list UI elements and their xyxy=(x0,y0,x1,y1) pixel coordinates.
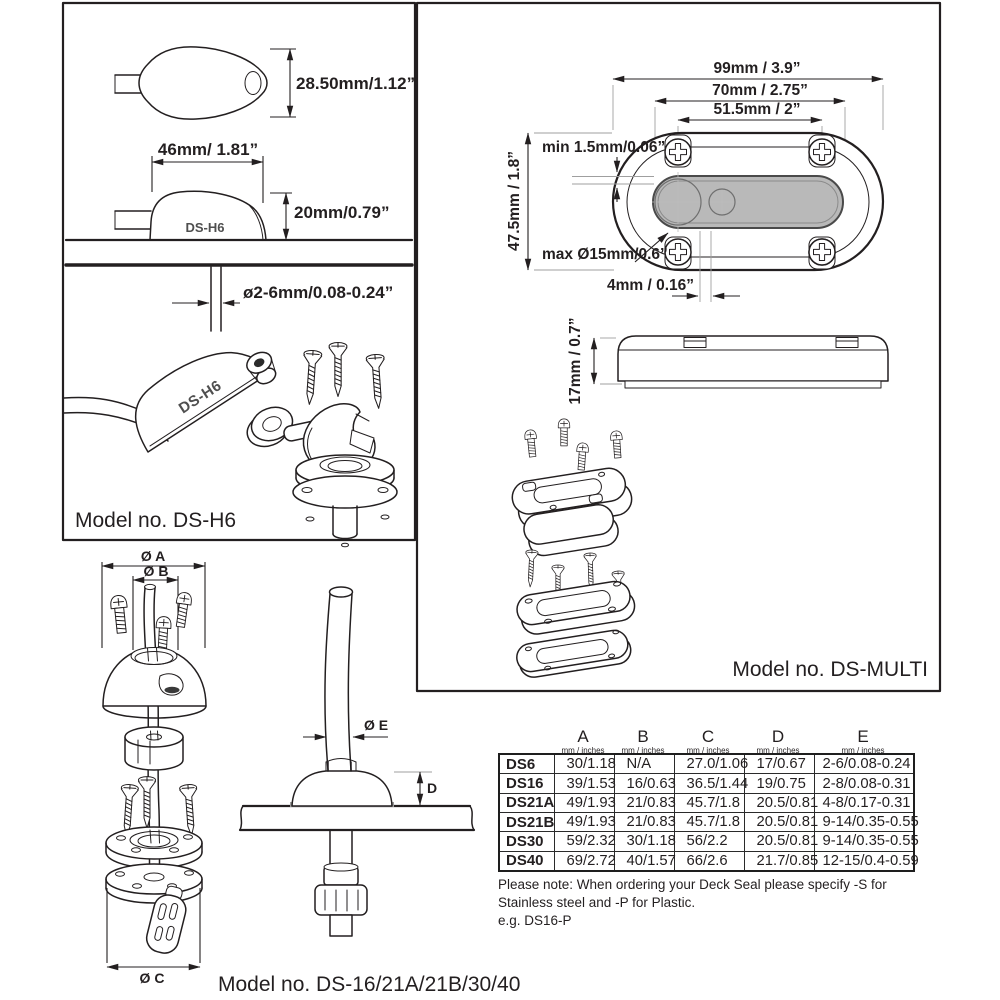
ds-h6-side-view xyxy=(66,140,412,240)
cell-b: 40/1.57 xyxy=(614,851,674,871)
screw-icon xyxy=(179,784,200,836)
cell-b: 30/1.18 xyxy=(614,832,674,851)
col-letter: E xyxy=(857,727,869,746)
cell-c: 27.0/1.06 xyxy=(674,754,744,774)
cell-d: 19/0.75 xyxy=(744,774,814,793)
model-cell: DS21B xyxy=(499,812,554,831)
cell-d: 21.7/0.85 xyxy=(744,851,814,871)
table-row xyxy=(499,812,914,831)
ds-series-wedge xyxy=(125,727,183,770)
note-line-1: Please note: When ordering your Deck Seal please specify -S for Stainless steel and -P for Plastic. xyxy=(498,877,887,910)
screw-icon xyxy=(139,777,156,828)
ds-series-installed-view xyxy=(240,587,474,936)
ordering-note xyxy=(498,876,938,929)
col-letter: C xyxy=(701,727,715,746)
cell-c: 36.5/1.44 xyxy=(674,774,744,793)
ds-series-upper-flange xyxy=(106,827,202,868)
cell-e: 12-15/0.4-0.59 xyxy=(814,851,914,871)
dim-label-c: Ø C xyxy=(139,970,165,986)
cell-a: 49/1.93 xyxy=(554,812,614,831)
dim-ds-multi-hole-spacing: 51.5mm / 2” xyxy=(713,101,801,118)
ds-h6-exploded-marking: DS-H6 xyxy=(175,377,225,418)
model-cell: DS21A xyxy=(499,793,554,812)
model-cell: DS40 xyxy=(499,851,554,871)
table-col-header-e xyxy=(813,728,913,755)
screw-icon xyxy=(110,595,130,634)
ds-series-model-label: Model no. DS-16/21A/21B/30/40 xyxy=(218,973,521,996)
table-col-header-c xyxy=(673,728,743,755)
cell-a: 69/2.72 xyxy=(554,851,614,871)
ds-multi-exploded-clamp-plate xyxy=(515,579,637,637)
dim-ds-h6-cable-hole: ø2-6mm/0.08-0.24” xyxy=(243,283,394,302)
dim-ds-multi-max-cable: max Ø15mm/0.6” xyxy=(542,246,668,263)
screw-icon xyxy=(558,419,570,446)
ds-multi-exploded-base-gasket xyxy=(515,628,633,679)
screw-icon xyxy=(575,443,588,471)
gland-nut xyxy=(315,863,367,936)
col-letter: B xyxy=(637,727,649,746)
cell-c: 45.7/1.8 xyxy=(674,793,744,812)
table-col-header-a xyxy=(553,728,613,755)
screw-icon xyxy=(300,350,322,405)
col-unit: mm / inches xyxy=(756,746,800,755)
panel-ds-h6 xyxy=(63,3,415,547)
cell-d: 20.5/0.81 xyxy=(744,832,814,851)
cell-a: 59/2.32 xyxy=(554,832,614,851)
table-row xyxy=(499,832,914,851)
cell-a: 39/1.53 xyxy=(554,774,614,793)
col-unit: mm / inches xyxy=(621,746,665,755)
dim-ds-multi-overall-width: 99mm / 3.9” xyxy=(713,60,801,77)
cell-e: 2-8/0.08-0.31 xyxy=(814,774,914,793)
model-cell: DS16 xyxy=(499,774,554,793)
screw-icon xyxy=(329,343,347,397)
phillips-screw-icon xyxy=(665,239,691,265)
ds-multi-exploded-view xyxy=(510,419,637,680)
ds-h6-body-outline xyxy=(139,47,267,119)
screw-icon xyxy=(524,550,538,588)
cell-a: 49/1.93 xyxy=(554,793,614,812)
table-col-header-d xyxy=(743,728,813,755)
cell-a: 30/1.18 xyxy=(554,754,614,774)
table-row xyxy=(499,774,914,793)
cell-e: 9-14/0.35-0.55 xyxy=(814,812,914,831)
screw-icon xyxy=(155,616,172,651)
dim-ds-multi-overall-height: 47.5mm / 1.8” xyxy=(506,151,523,251)
table-row xyxy=(499,754,914,774)
ds-multi-side-view xyxy=(567,317,888,404)
dim-ds-multi-profile-height: 17mm / 0.7” xyxy=(567,317,584,405)
screw-icon xyxy=(173,592,192,628)
cell-b: 21/0.83 xyxy=(614,793,674,812)
spec-table xyxy=(498,753,919,872)
cell-c: 56/2.2 xyxy=(674,832,744,851)
screw-icon xyxy=(366,354,388,409)
dim-ds-multi-min-edge: min 1.5mm/0.06” xyxy=(542,139,666,156)
cell-d: 20.5/0.81 xyxy=(744,812,814,831)
table-row xyxy=(499,793,914,812)
ds-series-exploded-view xyxy=(102,548,206,986)
dim-label-d: D xyxy=(427,780,438,796)
cell-c: 66/2.6 xyxy=(674,851,744,871)
cell-d: 17/0.67 xyxy=(744,754,814,774)
dim-ds-h6-side-height: 20mm/0.79” xyxy=(294,203,390,222)
screw-icon xyxy=(610,431,623,459)
dim-ds-h6-width: 46mm/ 1.81” xyxy=(157,140,259,159)
cell-e: 4-8/0.17-0.31 xyxy=(814,793,914,812)
col-letter: A xyxy=(577,727,589,746)
model-cell: DS30 xyxy=(499,832,554,851)
ds-series-lower-flange xyxy=(106,864,202,903)
ds-h6-product-marking: DS-H6 xyxy=(185,220,225,235)
cell-d: 20.5/0.81 xyxy=(744,793,814,812)
table-col-header-b xyxy=(613,728,673,755)
phillips-screw-icon xyxy=(809,239,835,265)
col-unit: mm / inches xyxy=(841,746,885,755)
ds-h6-model-label: Model no. DS-H6 xyxy=(75,509,237,532)
col-unit: mm / inches xyxy=(686,746,730,755)
ds-h6-exploded-base-flange xyxy=(293,455,397,547)
phillips-screw-icon xyxy=(665,139,691,165)
cell-c: 45.7/1.8 xyxy=(674,812,744,831)
screw-icon xyxy=(524,429,538,457)
installed-dome xyxy=(292,771,392,806)
col-unit: mm / inches xyxy=(561,746,605,755)
dim-label-b: Ø B xyxy=(143,563,169,579)
ds-multi-model-label: Model no. DS-MULTI xyxy=(732,658,928,681)
cell-b: N/A xyxy=(614,754,674,774)
dim-label-e: Ø E xyxy=(364,717,389,733)
cell-e: 9-14/0.35-0.55 xyxy=(814,832,914,851)
dim-ds-multi-gap: 4mm / 0.16” xyxy=(607,277,695,294)
model-cell: DS6 xyxy=(499,754,554,774)
table-row xyxy=(499,851,914,871)
dim-ds-multi-fixing-width: 70mm / 2.75” xyxy=(712,82,808,99)
ds-h6-top-view xyxy=(115,47,415,119)
cell-e: 2-6/0.08-0.24 xyxy=(814,754,914,774)
ds-h6-deck-hole-view xyxy=(66,265,412,331)
dim-ds-h6-top-height: 28.50mm/1.12” xyxy=(296,74,416,93)
dim-label-a: Ø A xyxy=(140,548,166,564)
cell-b: 21/0.83 xyxy=(614,812,674,831)
cell-b: 16/0.63 xyxy=(614,774,674,793)
note-line-2: e.g. DS16-P xyxy=(498,912,572,928)
panel-ds-multi xyxy=(417,3,940,691)
col-letter: D xyxy=(771,727,785,746)
phillips-screw-icon xyxy=(809,139,835,165)
ds-series-dome xyxy=(103,648,206,719)
